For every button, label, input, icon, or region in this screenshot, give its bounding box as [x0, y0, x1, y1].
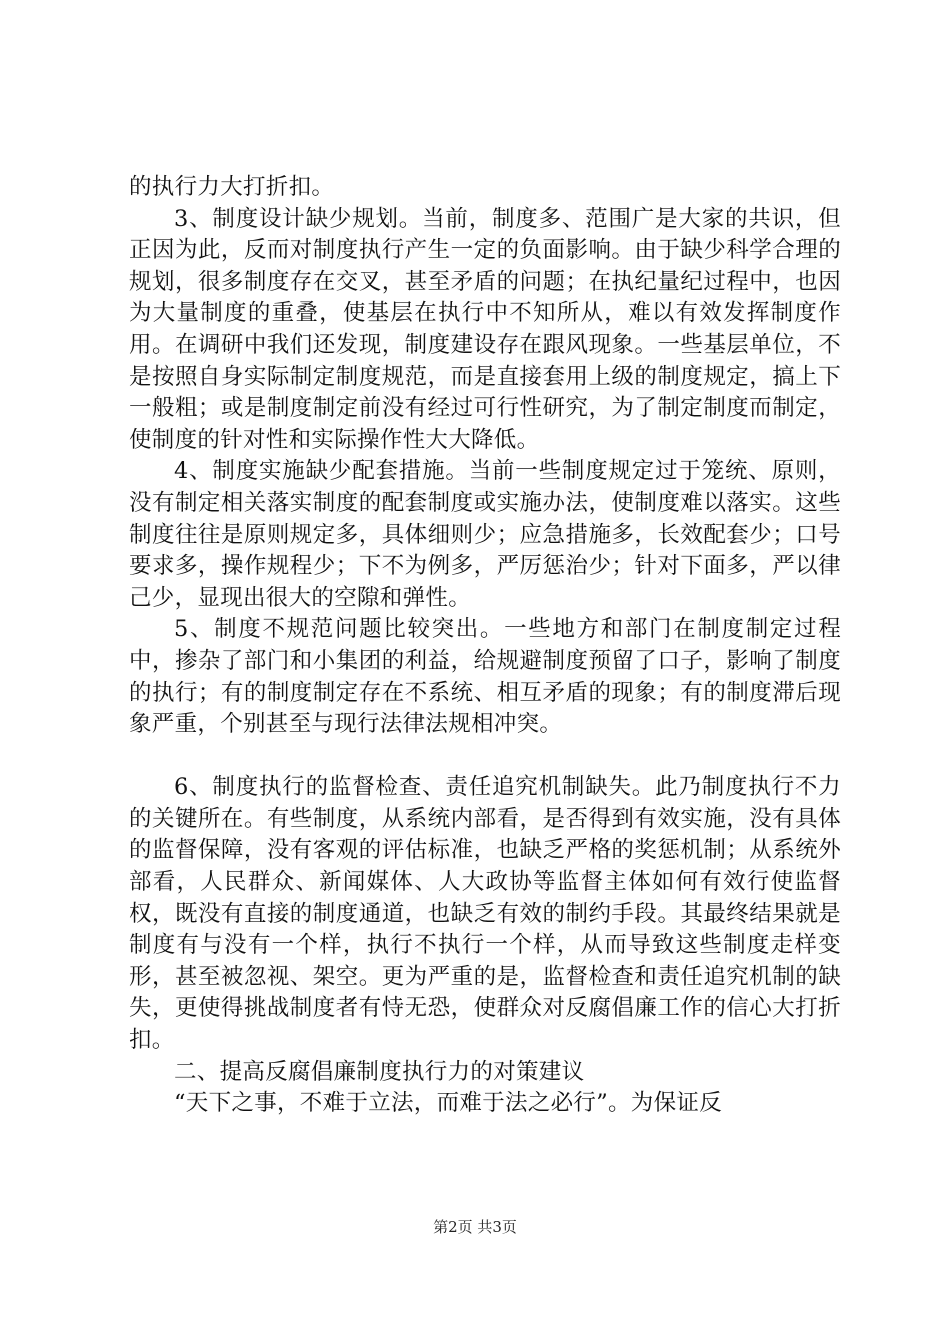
- paragraph-item-3: 3、制度设计缺少规划。当前，制度多、范围广是大家的共识，但正因为此，反而对制度执行产生一定的负面影响。由于缺少科学合理的规划，很多制度存在交叉，甚至矛盾的问题；在执纪量纪过程中，也因为大量制度的重叠，使基层在执行中不知所从，难以有效发挥制度作用。在调研中我们还发现，制度建设存在跟风现象。一些基层单位，不是按照自身实际制定制度规范，而是直接套用上级的制度规定，搞上下一般粗；或是制度制定前没有经过可行性研究，为了制定制度而制定，使制度的针对性和实际操作性大大降低。: [129, 205, 841, 453]
- paragraph-continuation: 的执行力大打折扣。: [129, 174, 335, 200]
- paragraph-item-4: 4、制度实施缺少配套措施。当前一些制度规定过于笼统、原则，没有制定相关落实制度的配套制度或实施办法，使制度难以落实。这些制度往往是原则规定多，具体细则少；应急措施多，长效配套少；口号要求多，操作规程少；下不为例多，严厉惩治少；针对下面多，严以律己少，显现出很大的空隙和弹性。: [129, 458, 841, 611]
- page-indicator: 第2页 共3页: [433, 1218, 517, 1236]
- document-body: [129, 172, 841, 1120]
- paragraph-item-5: 5、制度不规范问题比较突出。一些地方和部门在制度制定过程中，掺杂了部门和小集团的利益，给规避制度预留了口子，影响了制度的执行；有的制度制定存在不系统、相互矛盾的现象；有的制度滞后现象严重，个别甚至与现行法律法规相冲突。: [129, 616, 841, 738]
- paragraph-item-6: 6、制度执行的监督检查、责任追究机制缺失。此乃制度执行不力的关键所在。有些制度，从系统内部看，是否得到有效实施，没有具体的监督保障，没有客观的评估标准，也缺乏严格的奖惩机制；从系统外部看，人民群众、新闻媒体、人大政协等监督主体如何有效行使监督权，既没有直接的制度通道，也缺乏有效的制约手段。其最终结果就是制度有与没有一个样，执行不执行一个样，从而导致这些制度走样变形，甚至被忽视、架空。更为严重的是，监督检查和责任追究机制的缺失，更使得挑战制度者有恃无恐，使群众对反腐倡廉工作的信心大打折扣。: [129, 774, 841, 1054]
- page-footer: [0, 1216, 950, 1237]
- section-heading-2: 二、提高反腐倡廉制度执行力的对策建议: [174, 1058, 585, 1085]
- paragraph-quote: “天下之事，不难于立法，而难于法之必行”。为保证反: [174, 1090, 723, 1117]
